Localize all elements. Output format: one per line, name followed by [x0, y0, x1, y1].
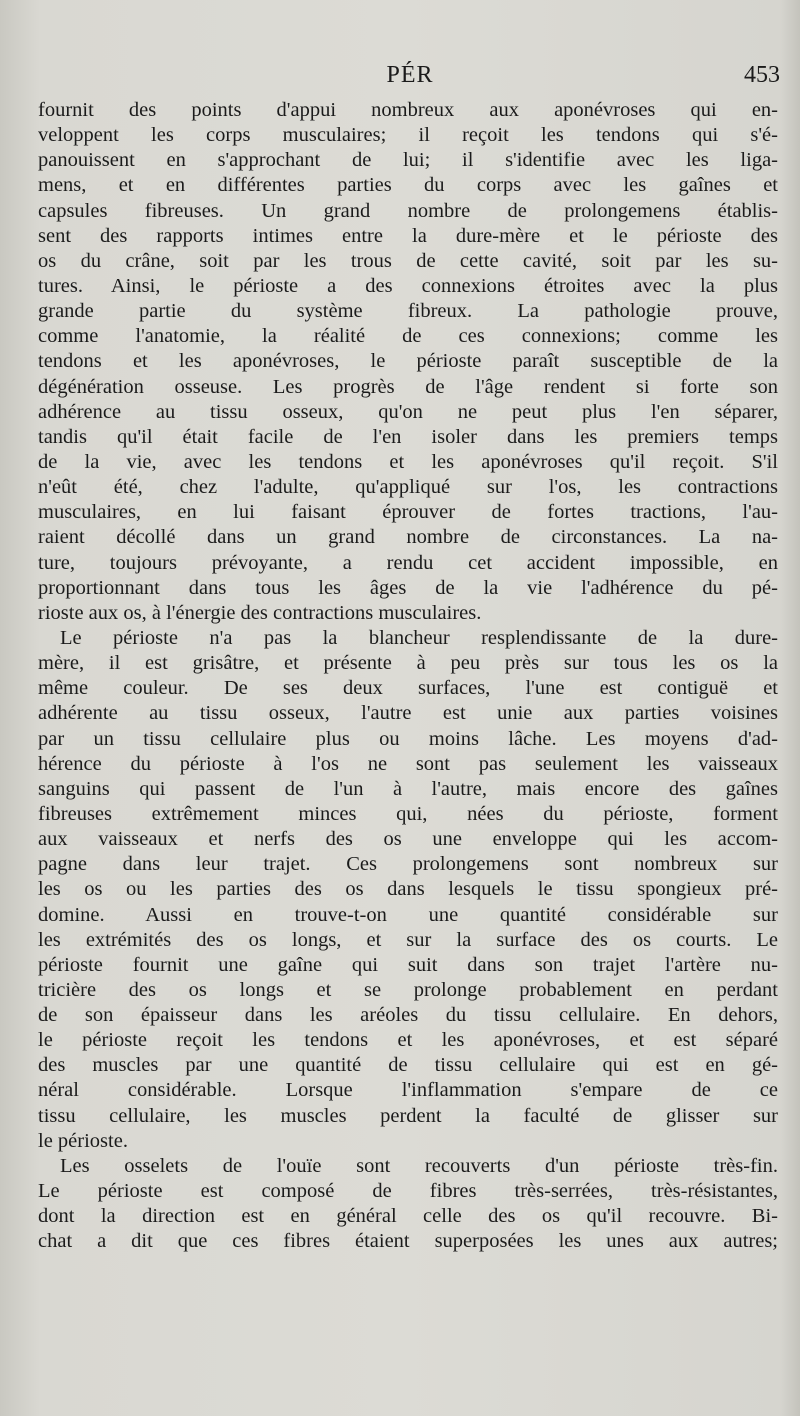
text-line: le périoste.: [38, 1129, 128, 1152]
text-line: aux vaisseaux et nerfs des os une enveloppe qui les accom-: [38, 828, 778, 851]
text-line: musculaires, en lui faisant éprouver de fortes tractions, l'au-: [38, 501, 778, 524]
text-line: de la vie, avec les tendons et les aponévroses qu'il reçoit. S'il: [38, 450, 778, 473]
text-line: domine. Aussi en trouve-t-on une quantité considérable sur: [38, 903, 778, 926]
text-line: tures. Ainsi, le périoste a des connexions étroites avec la plus: [38, 274, 778, 297]
text-line: tandis qu'il était facile de l'en isoler dans les premiers temps: [38, 425, 778, 448]
page-number: 453: [744, 62, 780, 88]
text-line: mens, et en différentes parties du corps avec les gaînes et: [38, 174, 778, 197]
text-line: tissu cellulaire, les muscles perdent la faculté de glisser sur: [38, 1104, 778, 1127]
text-line: os du crâne, soit par les trous de cette cavité, soit par les su-: [38, 249, 778, 272]
text-line: tendons et les aponévroses, le périoste paraît susceptible de la: [38, 350, 778, 373]
text-line: adhérente au tissu osseux, l'autre est unie aux parties voisines: [38, 702, 778, 725]
text-line: Les osselets de l'ouïe sont recouverts d'un périoste très-fin.: [60, 1154, 778, 1177]
text-line: mère, il est grisâtre, et présente à peu près sur tous les os la: [38, 652, 778, 675]
text-line: dont la direction est en général celle des os qu'il recouvre. Bi-: [38, 1205, 778, 1228]
text-line: adhérence au tissu osseux, qu'on ne peut plus l'en séparer,: [38, 400, 778, 423]
text-line: ture, toujours prévoyante, a rendu cet accident impossible, en: [38, 551, 778, 574]
text-line: même couleur. De ses deux surfaces, l'une est contiguë et: [38, 677, 778, 700]
body-text: [38, 98, 778, 1254]
paragraph: [38, 1154, 778, 1255]
text-line: pagne dans leur trajet. Ces prolongemens sont nombreux sur: [38, 853, 778, 876]
paragraph: [38, 98, 778, 626]
text-line: capsules fibreuses. Un grand nombre de prolongemens établis-: [38, 199, 778, 222]
text-line: raient décollé dans un grand nombre de circonstances. La na-: [38, 526, 778, 549]
text-line: tricière des os longs et se prolonge probablement en perdant: [38, 978, 778, 1001]
text-line: grande partie du système fibreux. La pathologie prouve,: [38, 300, 778, 323]
text-line: proportionnant dans tous les âges de la vie l'adhérence du pé-: [38, 576, 778, 599]
text-line: périoste fournit une gaîne qui suit dans son trajet l'artère nu-: [38, 953, 778, 976]
paragraph: [38, 626, 778, 1154]
text-line: par un tissu cellulaire plus ou moins lâche. Les moyens d'ad-: [38, 727, 778, 750]
text-line: Le périoste est composé de fibres très-serrées, très-résistantes,: [38, 1180, 778, 1203]
text-line: le périoste reçoit les tendons et les aponévroses, et est séparé: [38, 1029, 778, 1052]
text-line: rioste aux os, à l'énergie des contractions musculaires.: [38, 601, 482, 624]
text-line: chat a dit que ces fibres étaient superposées les unes aux autres;: [38, 1230, 778, 1253]
text-line: de son épaisseur dans les aréoles du tissu cellulaire. En dehors,: [38, 1004, 778, 1027]
text-line: les extrémités des os longs, et sur la surface des os courts. Le: [38, 928, 778, 951]
text-line: fournit des points d'appui nombreux aux aponévroses qui en-: [38, 99, 778, 121]
text-line: les os ou les parties des os dans lesquels le tissu spongieux pré-: [38, 878, 778, 901]
text-line: hérence du périoste à l'os ne sont pas seulement les vaisseaux: [38, 752, 778, 775]
text-line: des muscles par une quantité de tissu cellulaire qui est en gé-: [38, 1054, 778, 1077]
text-line: n'eût été, chez l'adulte, qu'appliqué sur l'os, les contractions: [38, 476, 778, 499]
running-title: PÉR: [386, 62, 434, 88]
text-line: panouissent en s'approchant de lui; il s'identifie avec les liga-: [38, 149, 778, 172]
text-line: veloppent les corps musculaires; il reçoit les tendons qui s'é-: [38, 124, 778, 147]
text-line: sent des rapports intimes entre la dure-mère et le périoste des: [38, 224, 778, 247]
text-line: Le périoste n'a pas la blancheur resplendissante de la dure-: [60, 626, 778, 649]
text-line: dégénération osseuse. Les progrès de l'âge rendent si forte son: [38, 375, 778, 398]
text-line: néral considérable. Lorsque l'inflammation s'empare de ce: [38, 1079, 778, 1102]
text-line: sanguins qui passent de l'un à l'autre, mais encore des gaînes: [38, 777, 778, 800]
page-header: [40, 62, 780, 94]
text-line: comme l'anatomie, la réalité de ces connexions; comme les: [38, 325, 778, 348]
text-line: fibreuses extrêmement minces qui, nées du périoste, forment: [38, 802, 778, 825]
